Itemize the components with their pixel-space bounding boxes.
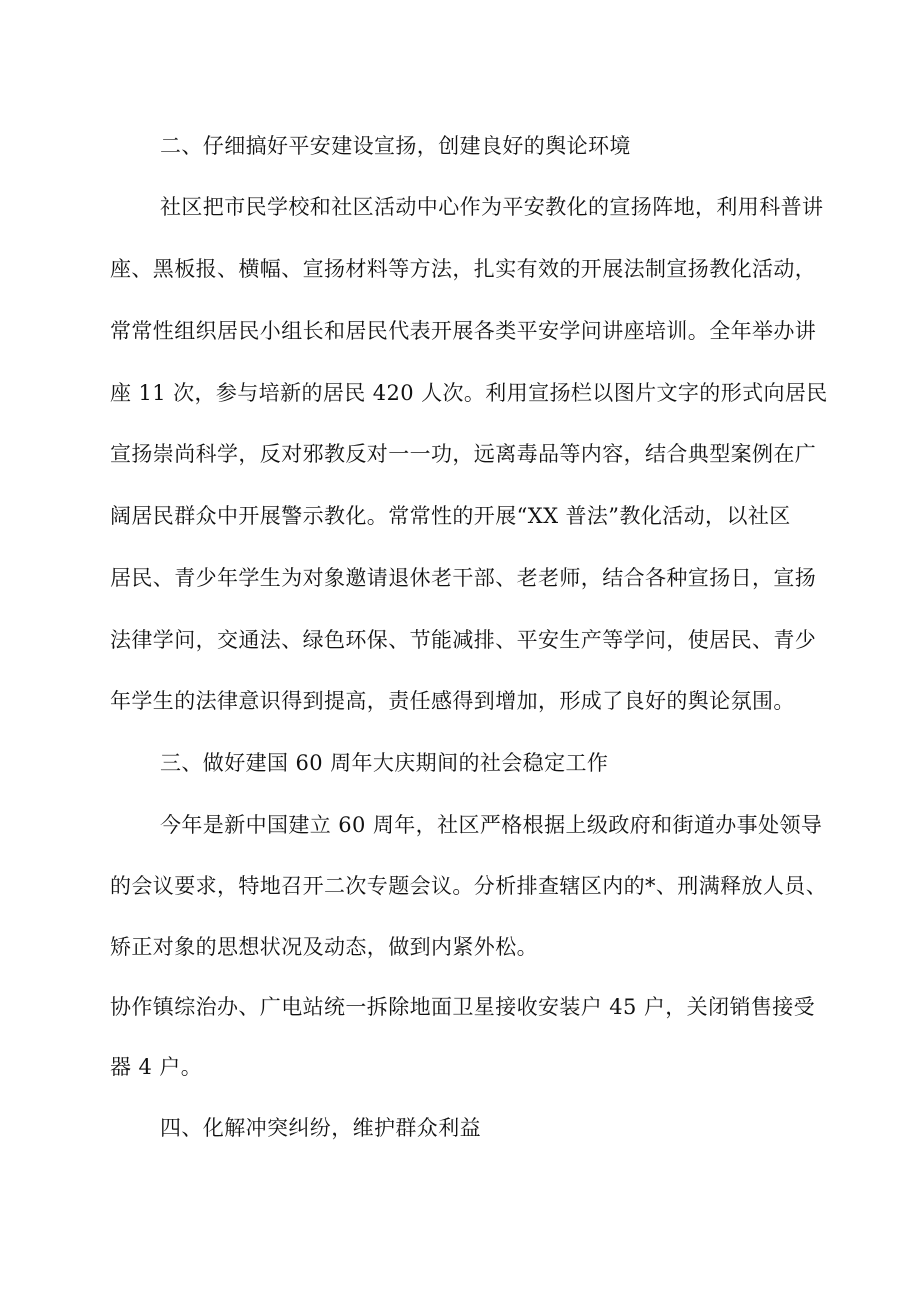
paragraph-line: 年学生的法律意识得到提高，责任感得到增加，形成了良好的舆论氛围。	[110, 689, 795, 713]
section-heading-2: 二、仔细搞好平安建设宣扬，创建良好的舆论环境	[160, 134, 631, 158]
paragraph-line: 座、黑板报、横幅、宣扬材料等方法，扎实有效的开展法制宣扬教化活动，	[110, 257, 817, 281]
paragraph-line: 法律学问，交通法、绿色环保、节能减排、平安生产等学问，使居民、青少	[110, 628, 817, 652]
paragraph-line: 矫正对象的思想状况及动态，做到内紧外松。	[110, 935, 538, 959]
paragraph-line: 今年是新中国建立 60 周年，社区严格根据上级政府和街道办事处领导	[160, 813, 823, 837]
paragraph-line: 协作镇综治办、广电站统一拆除地面卫星接收安装户 45 户，关闭销售接受	[110, 995, 816, 1019]
section-heading-4: 四、化解冲突纠纷，维护群众利益	[160, 1116, 481, 1140]
paragraph-line: 座 11 次，参与培新的居民 420 人次。利用宣扬栏以图片文字的形式向居民	[110, 381, 828, 405]
paragraph-line: 的会议要求，特地召开二次专题会议。分析排查辖区内的*、刑满释放人员、	[110, 874, 828, 898]
paragraph-line: 居民、青少年学生为对象邀请退休老干部、老老师，结合各种宣扬日，宣扬	[110, 566, 817, 590]
paragraph-line: 社区把市民学校和社区活动中心作为平安教化的宣扬阵地，利用科普讲	[160, 195, 824, 219]
paragraph-line: 阔居民群众中开展警示教化。常常性的开展“XX 普法”教化活动，以社区	[110, 504, 791, 528]
paragraph-line: 常常性组织居民小组长和居民代表开展各类平安学问讲座培训。全年举办讲	[110, 319, 817, 343]
paragraph-line: 器 4 户。	[110, 1055, 203, 1079]
paragraph-line: 宣扬崇尚科学，反对邪教反对一一功，远离毒品等内容，结合典型案例在广	[110, 442, 817, 466]
section-heading-3: 三、做好建国 60 周年大庆期间的社会稳定工作	[160, 751, 609, 775]
